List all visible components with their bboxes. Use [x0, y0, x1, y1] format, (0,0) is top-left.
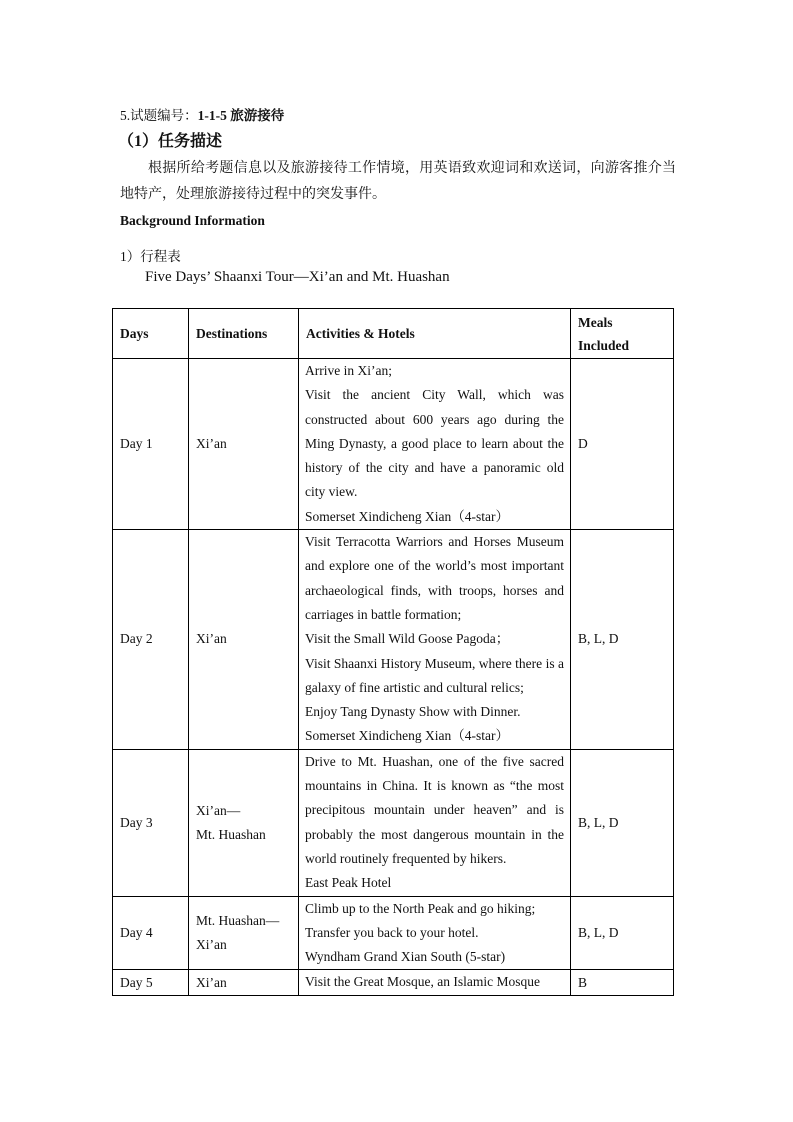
table-row	[113, 970, 674, 995]
activities-cell	[299, 970, 571, 995]
tour-title: Five Days’ Shaanxi Tour—Xi’an and Mt. Huashan	[145, 269, 450, 285]
activity-line: Visit the Great Mosque, an Islamic Mosque	[305, 974, 541, 990]
destination-cell	[189, 530, 299, 750]
activities-cell	[299, 896, 571, 970]
meals-cell: B, L, D	[571, 896, 674, 970]
meals-cell: B, L, D	[571, 530, 674, 750]
header-meals-line1: Meals	[578, 314, 613, 330]
activities-cell	[299, 359, 571, 530]
header-activities: Activities & Hotels	[299, 309, 571, 359]
destination-cell	[189, 896, 299, 970]
question-number	[120, 104, 284, 124]
header-destinations: Destinations	[189, 309, 299, 359]
question-code-title: 1-1-5 旅游接待	[197, 108, 285, 123]
activity-line: Transfer you back to your hotel.	[305, 924, 479, 940]
activity-line: Arrive in Xi’an;	[305, 363, 392, 378]
meals-cell: B, L, D	[571, 749, 674, 896]
destination-line: Mt. Huashan	[196, 826, 266, 842]
activity-line: Enjoy Tang Dynasty Show with Dinner.	[305, 704, 521, 720]
itinerary-label: 1）行程表	[120, 249, 181, 264]
day-cell: Day 2	[113, 530, 189, 750]
meals-cell: D	[571, 359, 674, 530]
activities-cell	[299, 530, 571, 750]
itinerary-table	[112, 308, 674, 996]
meals-cell: B	[571, 970, 674, 995]
destination-line: Xi’an	[196, 974, 227, 990]
destination-line: Xi’an	[196, 936, 227, 952]
destination-line: Xi’an—	[196, 802, 241, 818]
destination-cell	[189, 749, 299, 896]
table-row	[113, 896, 674, 970]
activity-line: Somerset Xindicheng Xian（4-star）	[305, 508, 509, 524]
activity-line: Drive to Mt. Huashan, one of the five sacred mountains in China. It is known as “the most precipitous mountain under heaven” and is probably the most dangerous mountain in the world routinely frequented by hikers.	[305, 753, 564, 866]
activity-line: Visit the Small Wild Goose Pagoda；	[305, 631, 510, 647]
activity-line: Visit Terracotta Warriors and Horses Museum and explore one of the world’s most important archaeological finds, with troops, horses and carriages in battle formation;	[305, 534, 564, 622]
task-section-title: （1）任务描述	[118, 133, 223, 150]
activity-line: Visit Shaanxi History Museum, where there is a galaxy of fine artistic and cultural relics;	[305, 655, 564, 695]
table-row	[113, 359, 674, 530]
day-cell: Day 5	[113, 970, 189, 995]
question-prefix: 5.试题编号：	[120, 108, 198, 123]
table-header-row	[113, 309, 674, 359]
destination-line: Xi’an	[196, 436, 227, 452]
activities-cell	[299, 749, 571, 896]
activity-line: Visit the ancient City Wall, which was constructed about 600 years ago during the Ming Dynasty, a good place to learn about the history of the city and have a panoramic old city view.	[305, 387, 564, 500]
day-cell: Day 1	[113, 359, 189, 530]
table-row	[113, 749, 674, 896]
destination-line: Mt. Huashan—	[196, 912, 280, 928]
activity-line: Somerset Xindicheng Xian（4-star）	[305, 728, 509, 744]
header-meals	[571, 309, 674, 359]
header-meals-line2: Included	[578, 337, 630, 353]
table-row	[113, 530, 674, 750]
activity-line: Wyndham Grand Xian South (5-star)	[305, 949, 506, 965]
day-cell: Day 3	[113, 749, 189, 896]
activity-line: East Peak Hotel	[305, 875, 392, 891]
task-description: 根据所给考题信息以及旅游接待工作情境，用英语致欢迎词和欢送词，向游客推介当地特产，处理旅游接待过程中的突发事件。	[120, 161, 676, 202]
destination-line: Xi’an	[196, 631, 227, 647]
destination-cell	[189, 359, 299, 530]
day-cell: Day 4	[113, 896, 189, 970]
activity-line: Climb up to the North Peak and go hiking;	[305, 900, 536, 916]
background-heading: Background Information	[120, 213, 265, 228]
destination-cell	[189, 970, 299, 995]
header-days: Days	[113, 309, 189, 359]
